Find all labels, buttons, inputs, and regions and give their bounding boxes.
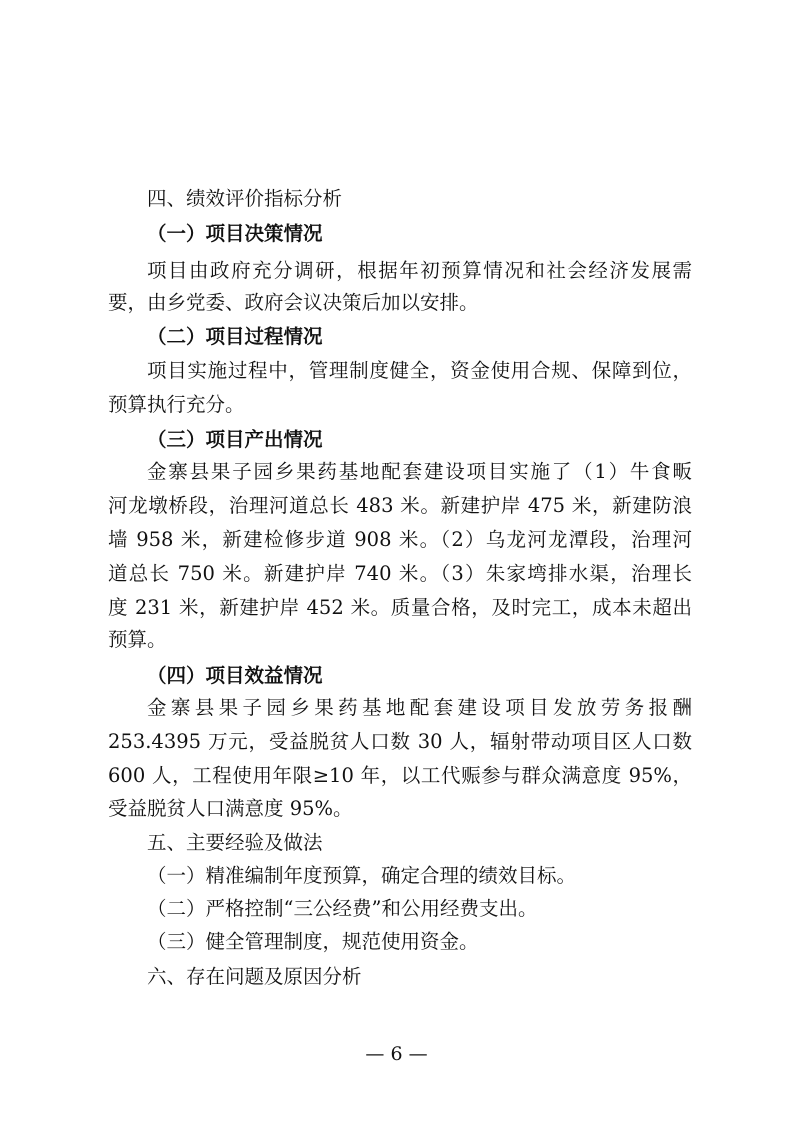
paragraph-line: 600 人，工程使用年限≥10 年，以工代赈参与群众满意度 95%，	[108, 764, 692, 787]
paragraph-line: 金寨县果子园乡果药基地配套建设项目发放劳务报酬	[147, 696, 692, 719]
paragraph-line: 253.4395 万元，受益脱贫人口数 30 人，辐射带动项目区人口数	[108, 730, 692, 753]
subsection-heading-benefit: （四）项目效益情况	[147, 664, 323, 687]
list-item: （一）精准编制年度预算，确定合理的绩效目标。	[147, 864, 577, 887]
section-heading-6: 六、存在问题及原因分析	[147, 965, 362, 988]
paragraph-line: 项目由政府充分调研，根据年初预算情况和社会经济发展需	[147, 259, 692, 282]
paragraph-line: 道总长 750 米。新建护岸 740 米。（3）朱家塆排水渠，治理长	[108, 562, 692, 585]
paragraph-line: 项目实施过程中，管理制度健全，资金使用合规、保障到位，	[147, 359, 692, 382]
list-item: （三）健全管理制度，规范使用资金。	[147, 930, 479, 953]
paragraph-line: 墙 958 米，新建检修步道 908 米。（2）乌龙河龙潭段，治理河	[108, 528, 692, 551]
section-heading-5: 五、主要经验及做法	[147, 831, 323, 854]
paragraph-line: 要，由乡党委、政府会议决策后加以安排。	[108, 291, 479, 314]
section-heading-4: 四、绩效评价指标分析	[147, 187, 343, 210]
page-number: — 6 —	[365, 1043, 428, 1065]
subsection-heading-decision: （一）项目决策情况	[147, 222, 323, 245]
paragraph-line: 预算执行充分。	[108, 393, 245, 416]
subsection-heading-process: （二）项目过程情况	[147, 325, 323, 348]
paragraph-line: 金寨县果子园乡果药基地配套建设项目实施了（1）牛食畈	[147, 460, 692, 483]
list-item: （二）严格控制“三公经费”和公用经费支出。	[147, 897, 538, 920]
paragraph-line: 度 231 米，新建护岸 452 米。质量合格，及时完工，成本未超出	[108, 596, 692, 619]
paragraph-line: 预算。	[108, 628, 167, 651]
subsection-heading-output: （三）项目产出情况	[147, 428, 323, 451]
paragraph-line: 受益脱贫人口满意度 95%。	[108, 797, 353, 820]
paragraph-line: 河龙墩桥段，治理河道总长 483 米。新建护岸 475 米，新建防浪	[108, 494, 692, 517]
